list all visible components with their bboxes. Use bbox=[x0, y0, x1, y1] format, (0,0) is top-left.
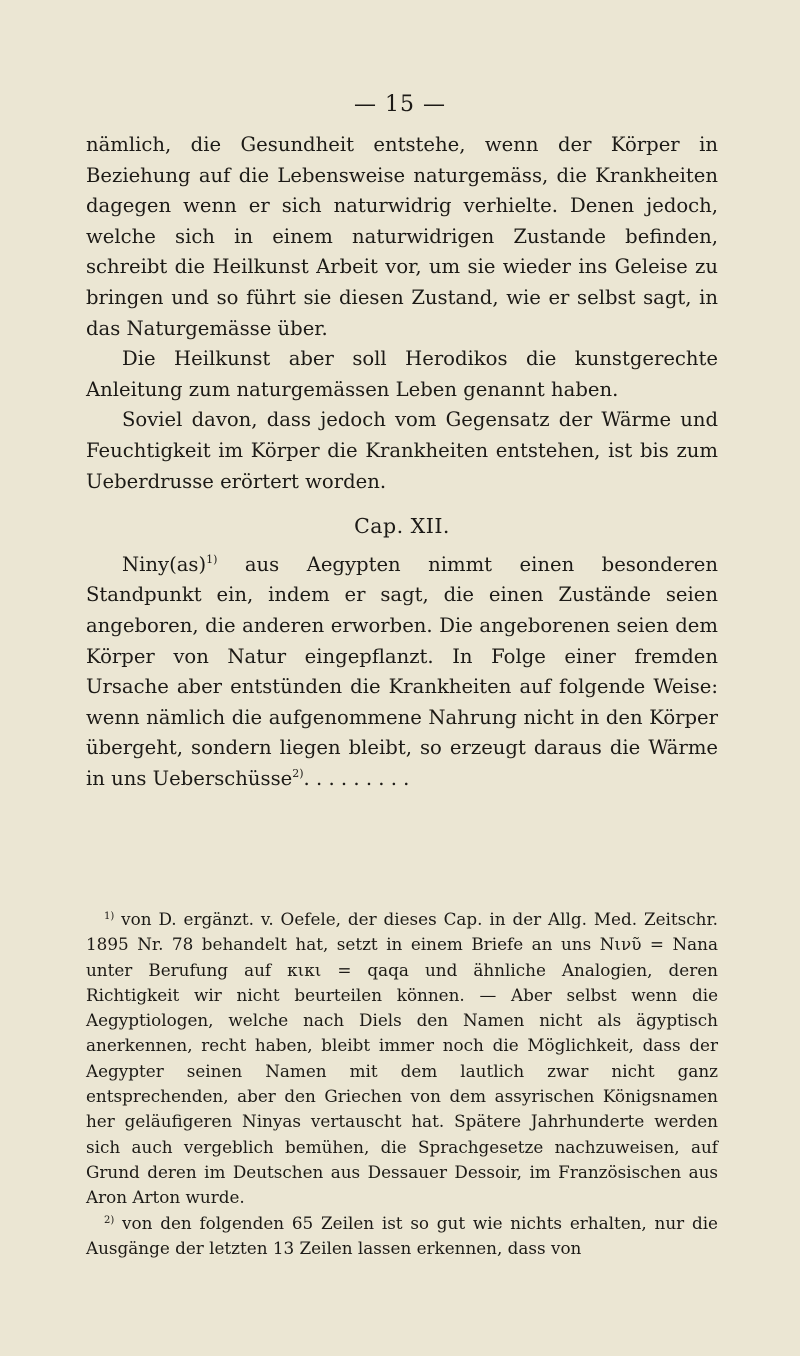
paragraph-4-ellipsis: . . . . . . . . . bbox=[303, 766, 410, 790]
paragraph-4-start: Niny(as) bbox=[122, 552, 207, 576]
footnote-2-text: von den folgenden 65 Zeilen ist so gut wie nichts erhalten, nur die Ausgänge der letzten 13 Zeilen lassen erkennen, dass von bbox=[86, 1212, 718, 1258]
footnote-2-marker: 2) bbox=[104, 1214, 115, 1226]
paragraph-4-body: aus Aegypten nimmt einen besonderen Standpunkt ein, indem er sagt, die einen Zustände seien angeboren, die anderen erworben. Die angeborenen seien dem Körper von Natur eingepflanzt. In Folge einer fremden Ursache aber entstünden die Krankheiten auf folgende Weise: wenn nämlich die aufgenommene Nahrung nicht in den Körper übergeht, sondern liegen bleibt, so erzeugt daraus die Wärme in uns Ueberschüsse bbox=[86, 552, 718, 790]
footnote-1 bbox=[86, 907, 718, 1211]
footnote-1-text: von D. ergänzt. v. Oefele, der dieses Cap. in der Allg. Med. Zeitschr. 1895 Nr. 78 behandelt hat, setzt in einem Briefe an uns Νινῦ = Nana unter Berufung auf κικι = qaqa und ähnliche Analogien, deren Richtigkeit wir nicht beurteilen können. — Aber selbst wenn die Aegyptiologen, welche nach Diels den Namen nicht als ägyptisch anerkennen, recht haben, bleibt immer noch die Möglichkeit, dass der Aegypter seinen Namen mit dem lautlich zwar nicht ganz entsprechenden, aber den Griechen von dem assyrischen Königsnamen her geläufigeren Ninyas vertauscht hat. Spätere Jahrhunderte werden sich auch vergeblich bemühen, die Sprachgesetze nachzuweisen, auf Grund deren im Deutschen aus Dessauer Dessoir, im Französischen aus Aron Arton wurde. bbox=[86, 909, 718, 1208]
paragraph-1: nämlich, die Gesundheit entstehe, wenn der Körper in Beziehung auf die Lebensweise naturgemäss, die Krankheiten dagegen wenn er sich naturwidrig verhielte. Denen jedoch, welche sich in einem naturwidrigen Zustande befinden, schreibt die Heilkunst Arbeit vor, um sie wieder ins Geleise zu bringen und so führt sie diesen Zustand, wie er selbst sagt, in das Naturgemässe über. bbox=[86, 133, 718, 340]
footnote-ref-2: 2) bbox=[292, 766, 304, 780]
page-number: — 15 — bbox=[354, 92, 446, 117]
footnote-2 bbox=[86, 1211, 718, 1262]
footnote-ref-1: 1) bbox=[206, 552, 218, 566]
chapter-heading: Cap. XII. bbox=[354, 514, 450, 539]
footnotes bbox=[86, 907, 718, 1261]
paragraph-3: Soviel davon, dass jedoch vom Gegensatz der Wärme und Feuchtigkeit im Körper die Krankheiten entstehen, ist bis zum Ueberdrusse erörtert worden. bbox=[86, 408, 718, 493]
paragraph-4 bbox=[86, 550, 718, 795]
paragraph-2: Die Heilkunst aber soll Herodikos die kunstgerechte Anleitung zum naturgemässen Leben genannt haben. bbox=[86, 347, 718, 401]
main-text bbox=[86, 130, 718, 794]
footnote-1-marker: 1) bbox=[104, 911, 115, 922]
